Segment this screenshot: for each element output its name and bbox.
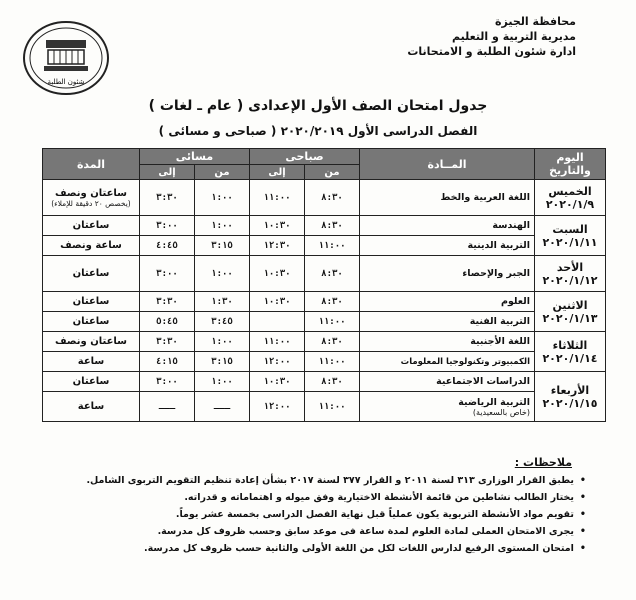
duration-cell: ساعتان ونصف (يخصص ٢٠ دقيقة للإملاء) bbox=[43, 180, 140, 216]
page-title: جدول امتحان الصف الأول الإعدادى ( عام ـ لغات ) bbox=[148, 98, 488, 114]
morning-from-cell: ١١:٠٠ bbox=[305, 392, 360, 422]
table-row bbox=[43, 256, 606, 292]
morning-to-cell bbox=[250, 312, 305, 332]
duration-cell: ساعتان bbox=[43, 216, 140, 236]
subject-cell: التربية الفنية bbox=[360, 312, 535, 332]
list-item: • تقويم مواد الأنشطة التربوية يكون عملياً قبل نهاية الفصل الدراسى بخمسة عشر يوماً. bbox=[46, 506, 586, 523]
exam-schedule-table bbox=[42, 148, 606, 422]
evening-to-cell: ٣:٠٠ bbox=[140, 372, 195, 392]
day-cell: الأربعاء ٢٠٢٠/١/١٥ bbox=[535, 372, 606, 422]
morning-to-cell: ١١:٠٠ bbox=[250, 180, 305, 216]
evening-to-cell: ٣:٠٠ bbox=[140, 256, 195, 292]
evening-from-cell: ٣:١٥ bbox=[195, 236, 250, 256]
notes-list bbox=[46, 472, 586, 557]
subject-cell: التربية الدينية bbox=[360, 236, 535, 256]
table-row bbox=[43, 216, 606, 236]
evening-from-cell: ٣:١٥ bbox=[195, 352, 250, 372]
subject-cell: الهندسة bbox=[360, 216, 535, 236]
header-day-date: اليوم والتاريخ bbox=[535, 149, 606, 180]
subject-cell: الكمبيوتر وتكنولوجيا المعلومات bbox=[360, 352, 535, 372]
morning-to-cell: ١٢:٠٠ bbox=[250, 392, 305, 422]
morning-from-cell: ٨:٣٠ bbox=[305, 292, 360, 312]
morning-to-cell: ١٠:٣٠ bbox=[250, 292, 305, 312]
table-row bbox=[43, 392, 606, 422]
evening-from-cell: ٣:٤٥ bbox=[195, 312, 250, 332]
morning-from-cell: ٨:٣٠ bbox=[305, 216, 360, 236]
issuer-header bbox=[407, 14, 576, 59]
morning-from-cell: ١١:٠٠ bbox=[305, 352, 360, 372]
subject-note: (خاص بالسعيدية) bbox=[472, 407, 530, 417]
header-line-governorate: محافظة الجيزة bbox=[495, 15, 576, 28]
morning-from-cell: ٨:٣٠ bbox=[305, 180, 360, 216]
logo-caption: شئون الطلبة bbox=[47, 78, 85, 86]
notes-heading: ملاحظات : bbox=[514, 456, 572, 469]
evening-from-cell: ١:٠٠ bbox=[195, 372, 250, 392]
subject-cell: الدراسات الاجتماعية bbox=[360, 372, 535, 392]
evening-to-cell: ٣:٣٠ bbox=[140, 292, 195, 312]
duration-cell: ساعة ونصف bbox=[43, 236, 140, 256]
header-evening: مسائى bbox=[140, 149, 250, 165]
evening-to-cell: ٤:٤٥ bbox=[140, 236, 195, 256]
subject-cell: اللغة الأجنبية bbox=[360, 332, 535, 352]
subject-cell: العلوم bbox=[360, 292, 535, 312]
day-cell: الاثنين ٢٠٢٠/١/١٣ bbox=[535, 292, 606, 332]
header-line-department: ادارة شئون الطلبة و الامتحانات bbox=[407, 45, 576, 58]
list-item: • يطبق القرار الوزارى ٣١٣ لسنة ٢٠١١ و القرار ٣٧٧ لسنة ٢٠١٧ بشأن إعادة تنظيم التقويم التربوى الشامل. bbox=[46, 472, 586, 489]
table-row bbox=[43, 180, 606, 216]
ministry-logo-icon bbox=[22, 18, 110, 98]
morning-to-cell: ١٠:٣٠ bbox=[250, 216, 305, 236]
morning-to-cell: ١٠:٣٠ bbox=[250, 256, 305, 292]
header-morning: صباحى bbox=[250, 149, 360, 165]
evening-from-cell: ـــ bbox=[195, 392, 250, 422]
duration-cell: ساعتان bbox=[43, 292, 140, 312]
evening-from-cell: ١:٠٠ bbox=[195, 180, 250, 216]
table-row bbox=[43, 332, 606, 352]
evening-from-cell: ١:٠٠ bbox=[195, 216, 250, 236]
header-subject: المــادة bbox=[360, 149, 535, 180]
evening-from-cell: ١:٠٠ bbox=[195, 332, 250, 352]
duration-note: (يخصص ٢٠ دقيقة للإملاء) bbox=[51, 198, 131, 208]
header-morning-to: إلى bbox=[250, 165, 305, 180]
duration-cell: ساعتان bbox=[43, 312, 140, 332]
morning-from-cell: ١١:٠٠ bbox=[305, 236, 360, 256]
evening-to-cell: ٣:٠٠ bbox=[140, 216, 195, 236]
morning-from-cell: ٨:٣٠ bbox=[305, 332, 360, 352]
duration-cell: ساعتان ونصف bbox=[43, 332, 140, 352]
evening-from-cell: ١:٣٠ bbox=[195, 292, 250, 312]
list-item: • امتحان المستوى الرفيع لدارس اللغات لكل من اللغة الأولى والثانية حسب ظروف كل مدرسة. bbox=[46, 540, 586, 557]
list-item: • يجرى الامتحان العملى لمادة العلوم لمدة ساعة فى موعد سابق وحسب ظروف كل مدرسة. bbox=[46, 523, 586, 540]
morning-to-cell: ١٢:٣٠ bbox=[250, 236, 305, 256]
evening-to-cell: ٣:٣٠ bbox=[140, 332, 195, 352]
header-evening-from: من bbox=[195, 165, 250, 180]
duration-cell: ساعة bbox=[43, 352, 140, 372]
page-subtitle: الفصل الدراسى الأول ٢٠٢٠/٢٠١٩ ( صباحى و مسائى ) bbox=[158, 124, 478, 138]
subject-cell: اللغة العربية والخط bbox=[360, 180, 535, 216]
header-morning-from: من bbox=[305, 165, 360, 180]
evening-from-cell: ١:٠٠ bbox=[195, 256, 250, 292]
table-row bbox=[43, 372, 606, 392]
evening-to-cell: ٤:١٥ bbox=[140, 352, 195, 372]
day-cell: السبت ٢٠٢٠/١/١١ bbox=[535, 216, 606, 256]
evening-to-cell: ٣:٣٠ bbox=[140, 180, 195, 216]
morning-to-cell: ١٢:٠٠ bbox=[250, 352, 305, 372]
table-row bbox=[43, 312, 606, 332]
day-cell: الأحد ٢٠٢٠/١/١٢ bbox=[535, 256, 606, 292]
duration-cell: ساعتان bbox=[43, 372, 140, 392]
table-row bbox=[43, 352, 606, 372]
table-row bbox=[43, 236, 606, 256]
header-evening-to: إلى bbox=[140, 165, 195, 180]
list-item: • يختار الطالب نشاطين من قائمة الأنشطة الاختيارية وفق ميوله و اهتماماته و قدراته. bbox=[46, 489, 586, 506]
header-line-directorate: مديرية التربية و التعليم bbox=[452, 30, 576, 43]
evening-to-cell: ـــ bbox=[140, 392, 195, 422]
duration-cell: ساعتان bbox=[43, 256, 140, 292]
morning-from-cell: ١١:٠٠ bbox=[305, 312, 360, 332]
morning-from-cell: ٨:٣٠ bbox=[305, 256, 360, 292]
subject-cell: التربية الرياضية (خاص بالسعيدية) bbox=[360, 392, 535, 422]
morning-from-cell: ٨:٣٠ bbox=[305, 372, 360, 392]
duration-cell: ساعة bbox=[43, 392, 140, 422]
morning-to-cell: ١١:٠٠ bbox=[250, 332, 305, 352]
header-duration: المدة bbox=[43, 149, 140, 180]
morning-to-cell: ١٠:٣٠ bbox=[250, 372, 305, 392]
evening-to-cell: ٥:٤٥ bbox=[140, 312, 195, 332]
day-cell: الخميس ٢٠٢٠/١/٩ bbox=[535, 180, 606, 216]
day-cell: الثلاثاء ٢٠٢٠/١/١٤ bbox=[535, 332, 606, 372]
table-row bbox=[43, 292, 606, 312]
subject-cell: الجبر والإحصاء bbox=[360, 256, 535, 292]
